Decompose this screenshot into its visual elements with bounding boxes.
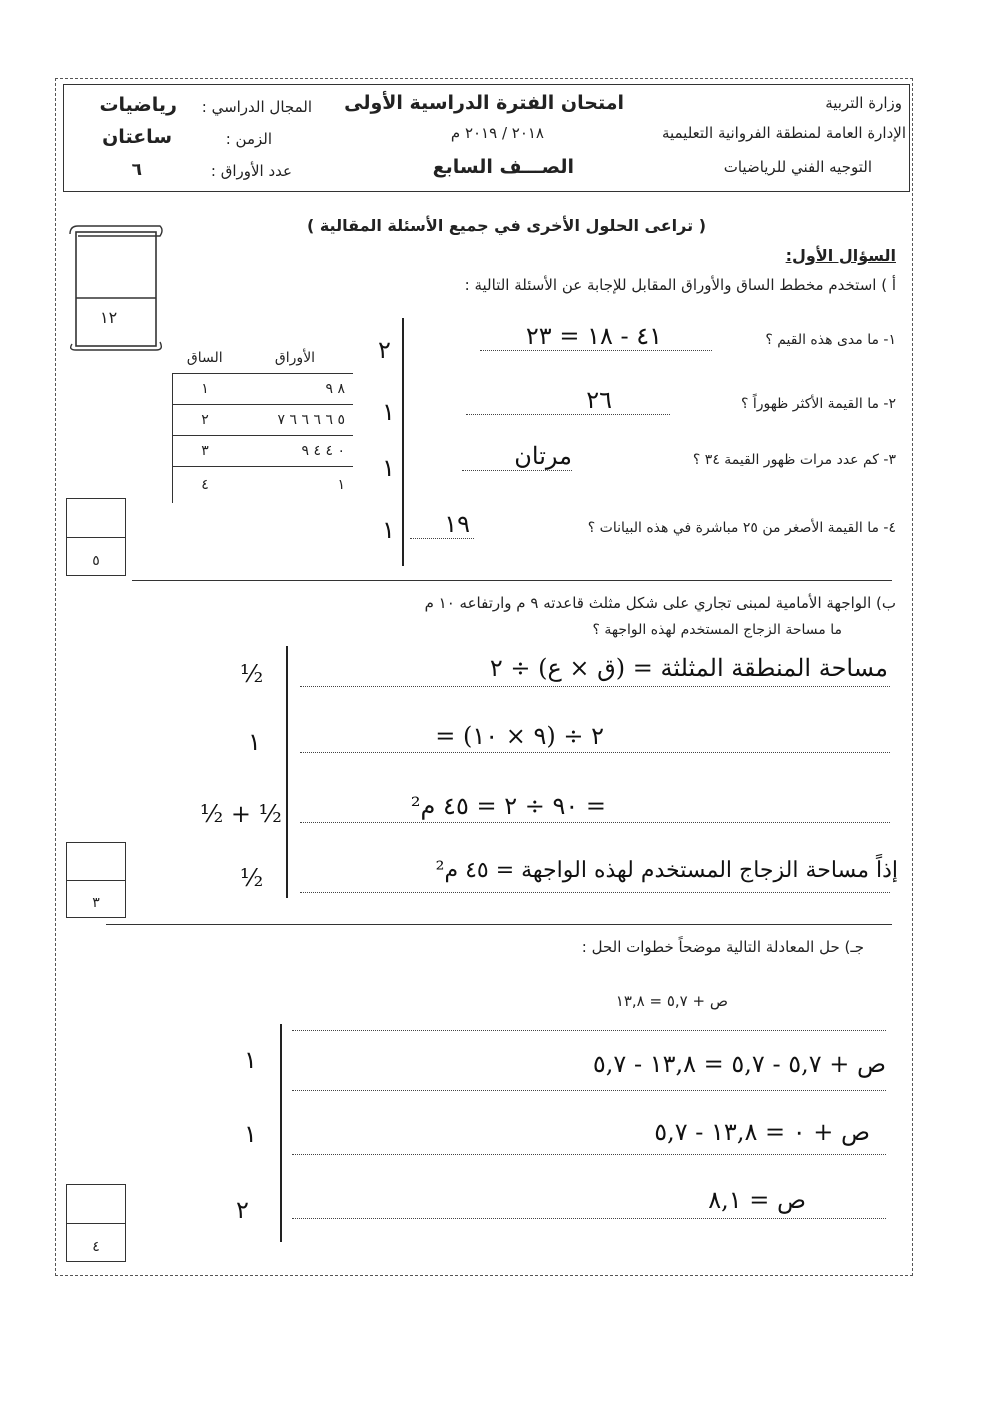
question-mark: ١ [382, 516, 395, 544]
subject-value: رياضيات [99, 94, 177, 116]
answer-line [292, 1090, 886, 1091]
handwritten-step: = (٩ × ١٠) ÷ ٢ [435, 722, 604, 750]
leaf-cell: ١ [337, 477, 345, 493]
leaf-cell: ٠ ٤ ٤ ٩ [237, 436, 353, 467]
part-a-intro: أ ) استخدم مخطط الساق والأوراق المقابل للإجابة عن الأسئلة التالية : [464, 276, 896, 294]
answer-line [292, 1218, 886, 1219]
part-b-line2: ما مساحة الزجاج المستخدم لهذه الواجهة ؟ [592, 622, 842, 638]
time-value: ساعتان [102, 126, 172, 148]
stem-cell: ٢ [173, 405, 238, 436]
step-mark: ١ [244, 1120, 257, 1148]
stem-leaf-table [172, 343, 353, 503]
answer-line [292, 1154, 886, 1155]
handwritten-step: إذاً مساحة الزجاج المستخدم لهذه الواجهة = ٤٥ م² [435, 858, 898, 883]
exam-title: امتحان الفترة الدراسية الأولى [344, 92, 624, 114]
ministry-name: وزارة التربية [825, 94, 902, 112]
instruction-note: ( تراعى الحلول الأخرى في جميع الأسئلة المقالية ) [306, 216, 706, 235]
part-a-score: ٥ [92, 553, 100, 569]
section-divider [106, 924, 892, 925]
stem-cell: ١ [173, 374, 238, 405]
stem-header: الساق [173, 343, 238, 374]
answer-line [300, 752, 890, 753]
supervision-name: التوجيه الفني للرياضيات [723, 158, 872, 176]
answer-line [466, 414, 670, 415]
question-text: ١- ما مدى هذه القيم ؟ [765, 332, 896, 348]
step-mark: ٢ [236, 1196, 249, 1224]
answer-line [300, 822, 890, 823]
part-a-score-box [66, 498, 126, 576]
part-b-line1: ب) الواجهة الأمامية لمبنى تجاري على شكل مثلث قاعدته ٩ م وارتفاعه ١٠ م [424, 594, 896, 612]
total-score-scroll [66, 222, 166, 352]
leaf-cell: ٥ ٦ ٦ ٦ ٦ ٧ [237, 405, 353, 436]
handwritten-step: مساحة المنطقة المثلثة = (ق × ع) ÷ ٢ [489, 654, 888, 682]
question-text: ٣- كم عدد مرات ظهور القيمة ٣٤ ؟ [692, 452, 896, 468]
stem-cell: ٣ [173, 436, 238, 467]
answer-line [300, 686, 890, 687]
total-score: ١٢ [100, 308, 118, 327]
step-mark: ½ + ½ [200, 800, 282, 828]
part-b-score-box [66, 842, 126, 918]
answer-line [300, 892, 890, 893]
handwritten-step: = ٩٠ ÷ ٢ = ٤٥ م² [410, 792, 606, 820]
scroll-icon [66, 222, 166, 352]
question-text: ٢- ما القيمة الأكثر ظهوراً ؟ [740, 396, 896, 412]
part-c-score-box [66, 1184, 126, 1262]
question-text: ٤- ما القيمة الأصغر من ٢٥ مباشرة في هذه البيانات ؟ [587, 520, 896, 536]
handwritten-step: ص + ٥,٧ - ٥,٧ = ١٣,٨ - ٥,٧ [592, 1050, 886, 1078]
leaf-cell: ٨ ٩ [237, 374, 353, 405]
step-mark: ½ [240, 660, 264, 688]
handwritten-answer: ٢٦ [586, 386, 612, 414]
part-b-score: ٣ [92, 895, 100, 911]
equation: ص + ٥,٧ = ١٣,٨ [615, 992, 728, 1010]
marks-divider [286, 646, 288, 898]
part-c-score: ٤ [92, 1239, 100, 1255]
marks-divider [280, 1024, 282, 1242]
grade-name: الصـــف السابع [432, 156, 574, 178]
question-mark: ٢ [378, 336, 391, 364]
pages-label: عدد الأوراق : [210, 162, 292, 180]
leaves-header: الأوراق [237, 343, 353, 374]
pages-value: ٦ [131, 160, 142, 180]
step-mark: ½ [240, 864, 264, 892]
handwritten-answer: ٤١ - ١٨ = ٢٣ [525, 322, 662, 350]
handwritten-answer: مرتان [514, 442, 572, 470]
question-mark: ١ [382, 454, 395, 482]
answer-line [410, 538, 474, 539]
section-divider [132, 580, 892, 581]
exam-year: ٢٠١٨ / ٢٠١٩ م [450, 124, 544, 142]
question-mark: ١ [382, 398, 395, 426]
answer-line [462, 470, 572, 471]
handwritten-step: ص = ٨,١ [708, 1186, 806, 1214]
directorate-name: الإدارة العامة لمنطقة الفروانية التعليمية [661, 124, 906, 142]
part-c-intro: جـ) حل المعادلة التالية موضحاً خطوات الحل : [581, 938, 864, 956]
step-mark: ١ [248, 728, 261, 756]
time-label: الزمن : [225, 130, 272, 148]
question-title: السؤال الأول: [785, 246, 896, 265]
marks-divider [402, 318, 404, 566]
step-mark: ١ [244, 1046, 257, 1074]
stem-cell: ٤ [173, 467, 238, 504]
answer-line [292, 1030, 886, 1031]
subject-label: المجال الدراسي : [201, 98, 312, 116]
handwritten-answer: ١٩ [444, 510, 470, 538]
handwritten-step: ص + ٠ = ١٣,٨ - ٥,٧ [654, 1118, 870, 1146]
answer-line [480, 350, 712, 351]
